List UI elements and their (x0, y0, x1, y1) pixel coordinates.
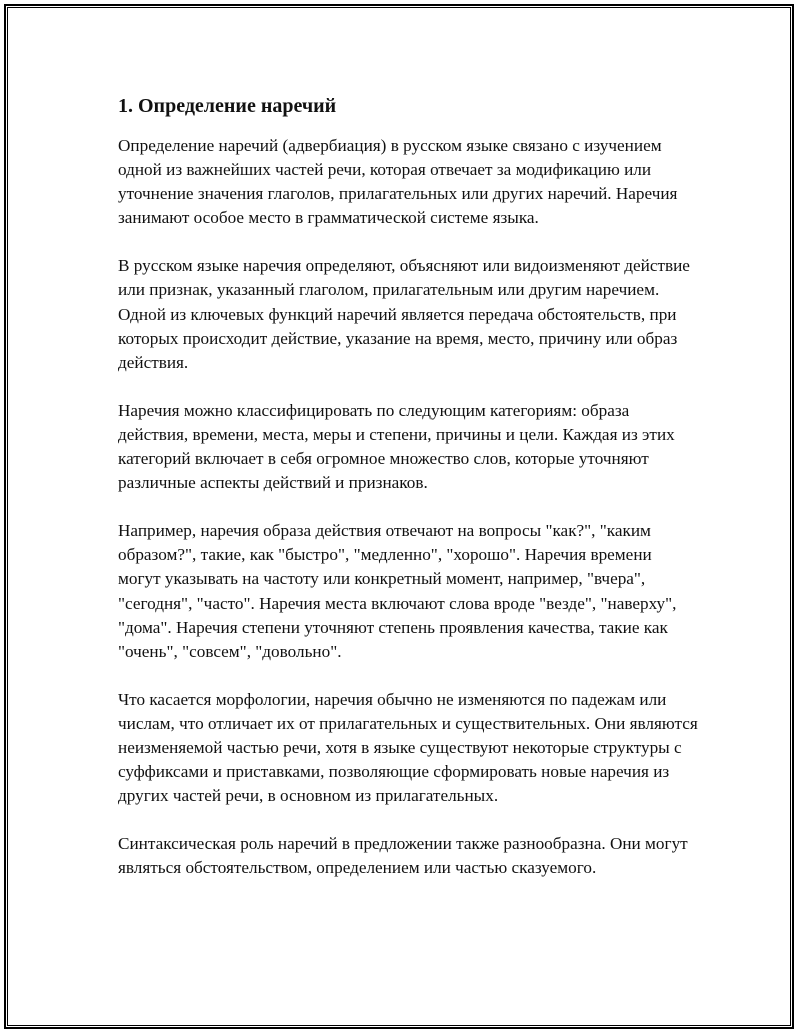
paragraph-classification: Наречия можно классифицировать по следующим категориям: образа действия, времени, места, меры и степени, причины и цели. Каждая из этих категорий включает в себя огромное множество слов, которые уточняют различные аспекты действий и признаков. (118, 400, 675, 493)
paragraph-definition: Определение наречий (адвербиация) в русском языке связано с изучением одной из важнейших частей речи, которая отвечает за модификацию или уточнение значения глаголов, прилагательных или других наречий. Наречия занимают особое место в грамматической системе языка. (118, 136, 678, 228)
paragraph-function: В русском языке наречия определяют, объясняют или видоизменяют действие или признак, указанный глаголом, прилагательным или другим наречием. Одной из ключевых функций наречий является передача обстоятельств, при которых происходит действие, указание на время, место, причину или образ действия. (118, 256, 690, 372)
paragraph-examples: Например, наречия образа действия отвечают на вопросы "как?", "каким образом?", такие, как "быстро", "медленно", "хорошо". Наречия времени могут указывать на частоту или конкретный момент, например, "вчера", "сегодня", "часто". Наречия места включают слова вроде "везде", "наверху", "дома". Наречия степени уточняют степень проявления качества, такие как "очень", "совсем", "довольно". (118, 521, 677, 661)
paragraph-morphology: Что касается морфологии, наречия обычно не изменяются по падежам или числам, что отличает их от прилагательных и существительных. Они являются неизменяемой частью речи, хотя в языке существуют некоторые структуры с суффиксами и приставками, позволяющие сформировать новые наречия из других частей речи, в основном из прилагательных. (118, 689, 698, 806)
paragraph-syntax: Синтаксическая роль наречий в предложении также разнообразна. Они могут являться обстоятельством, определением или частью сказуемого. (118, 834, 688, 878)
document-body (118, 92, 698, 904)
section-heading: 1. Определение наречий (118, 95, 337, 117)
